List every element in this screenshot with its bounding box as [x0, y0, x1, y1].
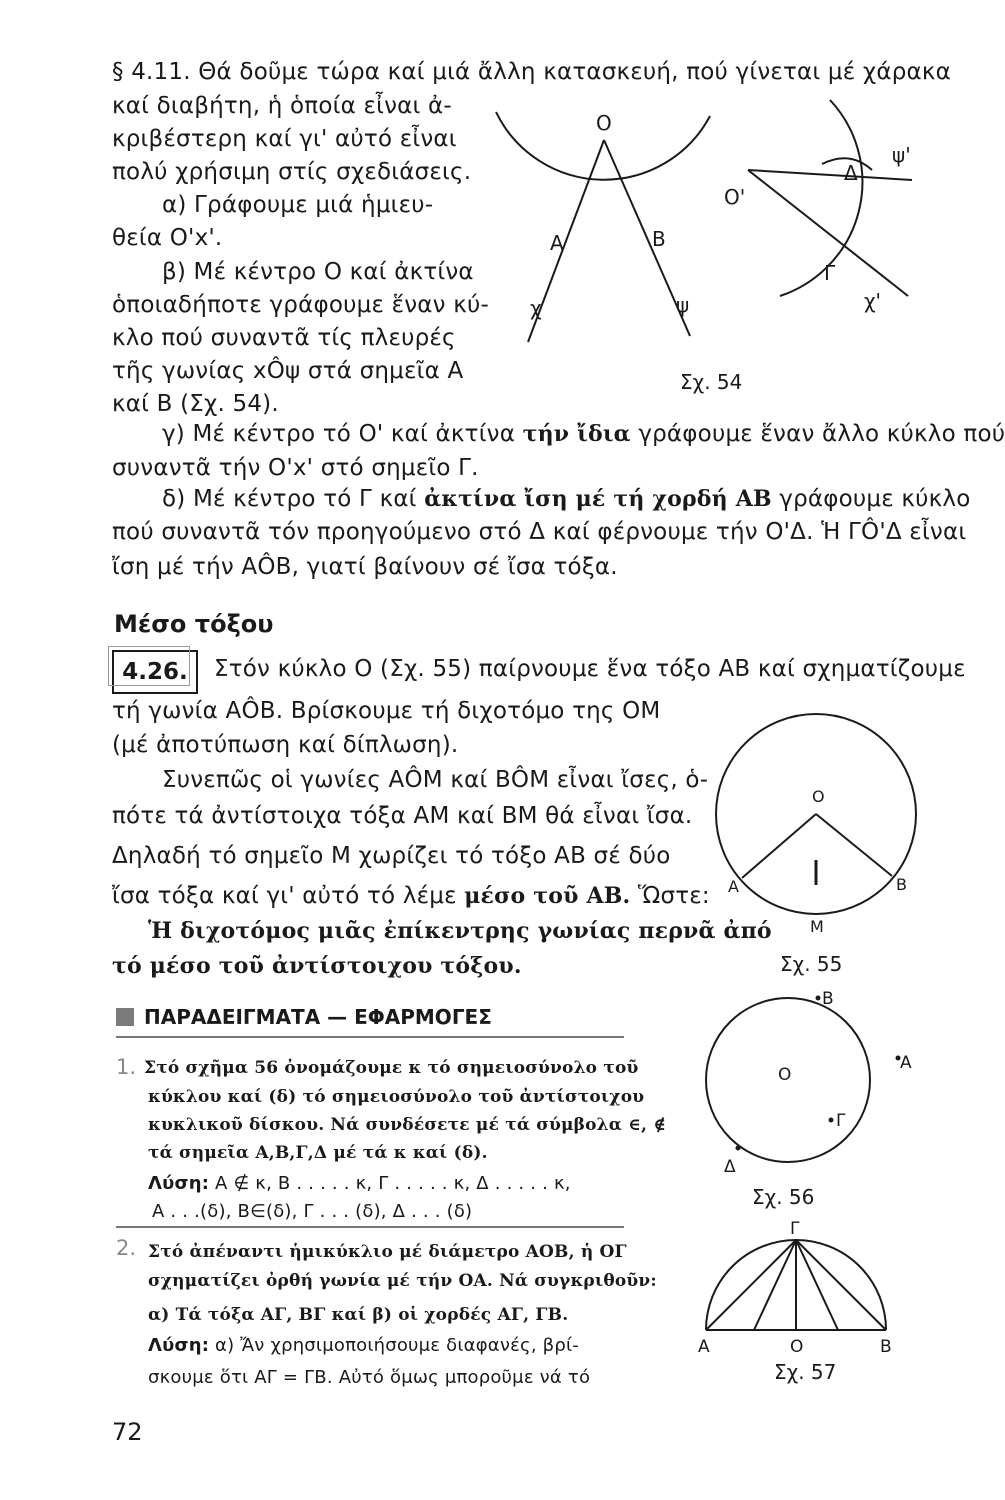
section-4-11-line-2: καί διαβήτη, ἡ ὁποία εἶναι ἀ-	[112, 93, 452, 119]
fig57-line-1	[754, 1240, 796, 1330]
section-4-11-line-7: β) Μέ κέντρο Ο καί ἀκτίνα	[162, 259, 474, 285]
fig55-label-M: Μ	[810, 917, 824, 936]
figure-56-drawing	[688, 990, 938, 1190]
section-4-11-line-1: § 4.11. Θά δοῦμε τώρα καί μιά ἄλλη κατασκευή, πού γίνεται μέ χάρακα	[112, 59, 952, 85]
example-2-number: 2.	[116, 1236, 137, 1260]
figure-55-caption: Σχ. 55	[780, 952, 843, 976]
fig54-label-B: Β	[652, 227, 666, 251]
example-2-solution-2: σκουμε ὅτι ΑΓ = ΓΒ. Αὐτό ὅμως μποροῦμε νά τό	[148, 1367, 591, 1388]
example-1-solution-2: Α . . .(δ), Β∈(δ), Γ . . . (δ), Δ . . . (δ)	[152, 1201, 473, 1222]
fig56-label-B: Β	[822, 989, 834, 1009]
fig57-label-G: Γ	[790, 1219, 800, 1239]
fig56-label-outside: Α	[900, 1053, 912, 1073]
example-2-line-2: σχηματίζει ὀρθή γωνία μέ τήν ΟΑ. Νά συγκριθοῦν:	[148, 1271, 657, 1291]
examples-title: ΠΑΡΑΔΕΙΓΜΑΤΑ — ΕΦΑΡΜΟΓΕΣ	[144, 1005, 492, 1029]
section-4-11-line-10: τῆς γωνίας xÔψ στά σημεῖα Α	[112, 358, 464, 384]
fig55-label-A: Α	[728, 877, 739, 896]
section-4-11-line-11: καί Β (Σχ. 54).	[112, 391, 279, 417]
example-2-solution-text: α) Ἄν χρησιμοποιήσουμε διαφανές, βρί-	[209, 1335, 579, 1356]
fig56-label-O: Ο	[778, 1065, 792, 1085]
fig57-label-A: Α	[698, 1337, 710, 1357]
fig55-radius-OB	[816, 814, 892, 876]
section-4-11-line-3: κριβέστερη καί γι' αὐτό εἶναι	[112, 126, 457, 152]
example-2-solution-1	[148, 1334, 579, 1358]
example-1-line-4: τά σημεῖα Α,Β,Γ,Δ μέ τά κ καί (δ).	[148, 1143, 488, 1163]
fig54-arc-Oprime	[780, 100, 862, 296]
figure-55-drawing	[712, 710, 922, 940]
delta-bold: ἀκτίνα ἴση μέ τή χορδή ΑΒ	[424, 486, 772, 512]
middle-arc-line-7b: μέσο τοῦ ΑΒ.	[464, 883, 631, 909]
fig56-point-B	[816, 996, 821, 1001]
fig54-label-psi: ψ	[676, 293, 690, 317]
figure-57-drawing	[696, 1218, 906, 1368]
fig57-chord-GB	[796, 1240, 886, 1330]
example-1-line-1: Στό σχῆμα 56 ὀνομάζουμε κ τό σημειοσύνολο τοῦ	[144, 1058, 639, 1078]
page-number: 72	[112, 1418, 143, 1446]
middle-arc-line-5: πότε τά ἀντίστοιχα τόξα ΑΜ καί ΒΜ θά εἶναι ἴσα.	[112, 803, 693, 829]
middle-arc-line-7	[112, 882, 710, 910]
gamma-text-a: γ) Μέ κέντρο τό Ο' καί ἀκτίνα	[162, 421, 523, 447]
fig54-label-A: Α	[550, 231, 564, 255]
fig54-label-x: χ	[530, 296, 542, 320]
fig54-label-G: Γ	[824, 261, 836, 285]
example-1-number: 1.	[116, 1055, 137, 1079]
fig57-chord-AG	[706, 1240, 796, 1330]
figure-55	[712, 710, 922, 944]
middle-arc-line-4: Συνεπῶς οἱ γωνίες ΑÔΜ καί ΒÔΜ εἶναι ἴσες, ὁ-	[162, 767, 709, 793]
figure-54-drawing	[480, 100, 940, 400]
figure-54-caption: Σχ. 54	[680, 370, 743, 394]
fig56-point-D	[736, 1146, 741, 1151]
examples-rule-middle	[116, 1226, 624, 1228]
example-1-line-2: κύκλου καί (δ) τό σημειοσύνολο τοῦ ἀντίστοιχου	[148, 1087, 645, 1107]
examples-heading	[116, 1005, 492, 1029]
fig54-label-x2: χ'	[864, 289, 882, 313]
figure-57-caption: Σχ. 57	[774, 1360, 837, 1384]
middle-arc-line-6: Δηλαδή τό σημεῖο Μ χωρίζει τό τόξο ΑΒ σέ δύο	[112, 843, 671, 869]
fig57-label-B: Β	[880, 1337, 892, 1357]
gamma-bold: τήν ἴδια	[522, 421, 631, 447]
section-title-middle-arc: Μέσο τόξου	[114, 610, 274, 638]
middle-arc-theorem-2: τό μέσο τοῦ ἀντίστοιχου τόξου.	[112, 953, 522, 979]
example-1-solution-text: Α ∉ κ, Β . . . . . κ, Γ . . . . . κ, Δ . . . . . κ,	[209, 1173, 571, 1194]
section-4-11-line-6: θεία Ο'x'.	[112, 225, 223, 251]
fig56-label-D: Δ	[724, 1157, 736, 1177]
middle-arc-theorem-1: Ἡ διχοτόμος μιᾶς ἐπίκεντρης γωνίας περνᾶ ἀπό	[148, 918, 772, 944]
fig55-label-O: Ο	[812, 787, 825, 806]
figure-57	[696, 1218, 906, 1372]
fig54-ray-psi2	[748, 170, 912, 180]
fig54-label-psi2: ψ'	[892, 143, 911, 167]
delta-line-3: ἴση μέ τήν ΑÔΒ, γιατί βαίνουν σέ ἴσα τόξα.	[112, 554, 618, 580]
example-1-line-3: κυκλικοῦ δίσκου. Νά συνδέσετε μέ τά σύμβολα ∈, ∉	[148, 1115, 666, 1135]
section-4-11-line-5: α) Γράφουμε μιά ἡμιευ-	[162, 192, 434, 218]
example-2-line-3: α) Τά τόξα ΑΓ, ΒΓ καί β) οἱ χορδές ΑΓ, ΓΒ.	[148, 1305, 569, 1325]
section-4-11-line-4: πολύ χρήσιμη στίς σχεδιάσεις.	[112, 159, 472, 185]
example-2-line-1: Στό ἀπέναντι ἡμικύκλιο μέ διάμετρο ΑΟΒ, ἡ ΟΓ	[148, 1242, 627, 1262]
middle-arc-line-7c: Ὥστε:	[630, 883, 710, 909]
figure-54	[480, 100, 940, 404]
gamma-line	[162, 420, 1005, 448]
fig54-label-D: Δ	[844, 161, 858, 185]
figure-56-caption: Σχ. 56	[752, 1185, 815, 1209]
example-1-solution-label: Λύση:	[148, 1173, 210, 1194]
examples-rule-top	[116, 1036, 624, 1038]
square-bullet-icon	[116, 1008, 134, 1026]
gamma-text-c: γράφουμε ἕναν ἄλλο κύκλο πού	[630, 421, 1005, 447]
gamma-line-2: συναντᾶ τήν Ο'x' στό σημεῖο Γ.	[112, 455, 479, 481]
delta-line	[162, 485, 971, 513]
delta-text-a: δ) Μέ κέντρο τό Γ καί	[162, 486, 425, 512]
fig55-radius-OA	[742, 814, 816, 878]
example-2-solution-label: Λύση:	[148, 1335, 210, 1356]
fig56-point-G	[829, 1118, 834, 1123]
middle-arc-line-3: (μέ ἀποτύπωση καί δίπλωση).	[112, 732, 459, 758]
delta-line-2: πού συναντᾶ τόν προηγούμενο στό Δ καί φέρνουμε τήν Ο'Δ. Ἡ ΓÔ'Δ εἶναι	[112, 519, 967, 545]
middle-arc-line-1: Στόν κύκλο Ο (Σχ. 55) παίρνουμε ἕνα τόξο ΑΒ καί σχηματίζουμε	[214, 656, 966, 682]
figure-56	[688, 990, 938, 1194]
fig55-label-B: Β	[896, 875, 907, 894]
delta-text-c: γράφουμε κύκλο	[771, 486, 971, 512]
fig54-label-O2: Ο'	[724, 185, 746, 209]
paragraph-number-box: 4.26.	[112, 650, 198, 694]
example-1-solution-1	[148, 1172, 571, 1196]
fig57-label-O: Ο	[790, 1337, 804, 1357]
middle-arc-line-2: τή γωνία ΑÔΒ. Βρίσκουμε τή διχοτόμο της ΟΜ	[112, 698, 661, 724]
fig57-line-2	[796, 1240, 838, 1330]
fig56-label-G: Γ	[836, 1111, 846, 1131]
fig54-label-O: Ο	[596, 111, 612, 135]
section-4-11-line-8: ὁποιαδήποτε γράφουμε ἕναν κύ-	[112, 292, 489, 318]
section-4-11-line-9: κλο πού συναντᾶ τίς πλευρές	[112, 325, 456, 351]
middle-arc-line-7a: ἴσα τόξα καί γι' αὐτό τό λέμε	[112, 883, 465, 909]
